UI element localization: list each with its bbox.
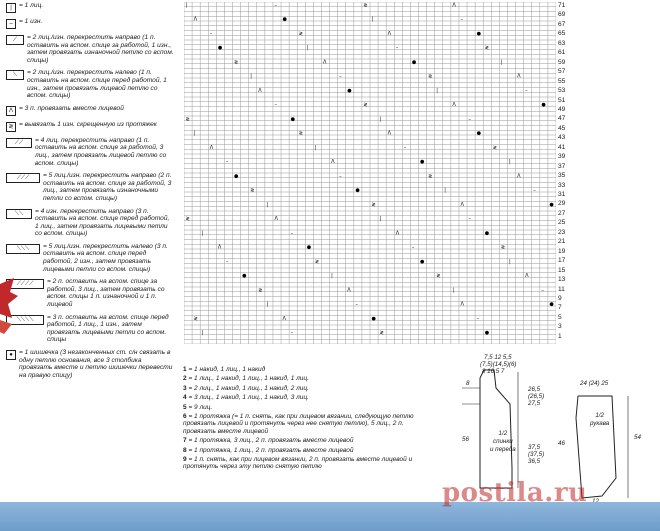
row-number: 1 <box>558 332 562 340</box>
svg-text:Λ: Λ <box>193 16 198 23</box>
legend-item <box>6 349 174 379</box>
svg-text:|: | <box>379 116 382 123</box>
svg-text:–: – <box>403 144 407 151</box>
note-number: 8 <box>183 446 187 454</box>
note-item <box>183 456 433 471</box>
legend-text: = 2 п. оставить на вспом. спице за работой, 3 лиц., затем провязать со вспом. спицы 1 п. изнаночной и 1 п. лицевой <box>47 278 165 309</box>
row-number: 59 <box>558 58 566 66</box>
svg-text:–: – <box>460 16 463 23</box>
svg-text:●: ● <box>420 258 425 265</box>
note-text: = 1 лиц., 1 накид, 1 лиц., 1 накид, 1 лиц. <box>188 375 309 383</box>
row-number: 39 <box>558 153 566 161</box>
svg-text:●: ● <box>484 330 490 336</box>
svg-text:|: | <box>379 216 382 222</box>
svg-text:≷: ≷ <box>500 244 506 251</box>
sleeve-label: 1/2 рукава <box>590 412 610 427</box>
svg-text:–: – <box>541 287 544 294</box>
note-number: 4 <box>183 394 187 402</box>
svg-text:≷: ≷ <box>428 73 433 80</box>
svg-text:●: ● <box>549 201 554 208</box>
svg-text:≷: ≷ <box>314 258 320 265</box>
svg-text:Λ: Λ <box>387 30 392 37</box>
row-number: 53 <box>558 87 566 95</box>
svg-text:Λ: Λ <box>258 87 262 94</box>
svg-text:–: – <box>209 30 213 37</box>
row-number: 25 <box>558 219 566 227</box>
svg-text:Λ: Λ <box>525 273 529 279</box>
svg-text:–: – <box>290 230 294 237</box>
legend-text: = 5 лиц./изн. перекрестить направо (2 п. оставить на вспом. спице за работой, 3 лиц., затем провязать изнаночными петли со вспом. спицы) <box>43 172 172 202</box>
svg-text:|: | <box>201 230 204 237</box>
note-number: 1 <box>183 366 187 373</box>
legend-item <box>6 172 174 202</box>
svg-text:●: ● <box>217 45 223 51</box>
svg-text:–: – <box>355 301 358 308</box>
row-number: 65 <box>558 30 566 38</box>
svg-text:●: ● <box>420 159 425 165</box>
note-text: = 3 лиц., 1 накид, 1 лиц., 1 накид, 3 лиц. <box>188 394 309 402</box>
row-number: 7 <box>558 304 562 312</box>
note-item <box>183 447 433 454</box>
legend-symbol: | <box>6 3 16 13</box>
note-text: = 1 накид, 1 лиц., 1 накид <box>188 366 266 373</box>
watermark: postila.ru <box>442 478 588 508</box>
note-number: 5 <box>183 403 187 411</box>
body-side-a: 26,5 (26,5) 27,5 <box>528 386 545 407</box>
legend <box>6 2 174 384</box>
svg-text:Λ: Λ <box>395 230 400 237</box>
svg-text:Λ: Λ <box>517 173 521 180</box>
legend-item <box>6 137 174 167</box>
row-number: 31 <box>558 191 566 198</box>
row-number: 43 <box>558 134 566 142</box>
row-number: 29 <box>558 200 566 208</box>
svg-text:●: ● <box>234 173 239 180</box>
svg-text:–: – <box>533 187 536 194</box>
body-label: 1/2 спинки и переда <box>490 430 516 453</box>
note-number: 2 <box>183 375 187 383</box>
svg-text:●: ● <box>476 30 482 37</box>
row-number: 11 <box>558 285 565 293</box>
note-item <box>183 385 433 392</box>
note-text: = 1 протяжка, 3 лиц., 2 п. провязать вместе лицевой <box>188 437 354 445</box>
svg-text:●: ● <box>290 116 296 123</box>
legend-item <box>6 314 174 344</box>
legend-item <box>6 34 174 64</box>
row-number: 47 <box>558 115 566 123</box>
legend-symbol: Λ <box>6 106 16 116</box>
row-number: 49 <box>558 105 566 113</box>
svg-text:Λ: Λ <box>517 73 521 80</box>
svg-text:|: | <box>452 287 455 294</box>
svg-text:●: ● <box>355 187 360 194</box>
svg-text:●: ● <box>476 130 482 137</box>
legend-item <box>6 121 174 132</box>
legend-symbol: ⟍ <box>6 70 24 80</box>
svg-text:●: ● <box>242 273 247 279</box>
legend-symbol: ≷ <box>6 122 16 132</box>
row-number: 15 <box>558 266 566 274</box>
svg-text:–: – <box>225 258 229 265</box>
svg-text:Λ: Λ <box>452 102 456 108</box>
row-number: 67 <box>558 20 566 28</box>
legend-symbol: ⟋⟋⟋ <box>6 173 40 183</box>
svg-text:≷: ≷ <box>371 201 376 208</box>
svg-text:●: ● <box>371 315 376 322</box>
svg-text:Λ: Λ <box>274 216 278 222</box>
row-number: 69 <box>558 11 566 19</box>
svg-text:Λ: Λ <box>217 244 222 251</box>
row-number: 33 <box>558 181 566 189</box>
svg-text:Λ: Λ <box>322 59 327 66</box>
svg-text:|: | <box>193 130 196 137</box>
svg-text:≷: ≷ <box>436 273 441 279</box>
svg-text:≷: ≷ <box>484 45 489 51</box>
svg-text:|: | <box>508 159 511 165</box>
svg-text:≷: ≷ <box>234 59 239 66</box>
svg-text:≷: ≷ <box>428 173 433 180</box>
svg-text:≷: ≷ <box>193 315 198 322</box>
svg-text:≷: ≷ <box>250 187 255 194</box>
legend-text: = 3 п. провязать вместе лицевой <box>19 104 124 112</box>
row-number: 35 <box>558 172 566 180</box>
legend-text: = 1 изн. <box>19 18 43 25</box>
legend-symbol: ⟋⟋ <box>6 138 32 148</box>
body-top-dims-3: 8 16,5 7 <box>482 368 505 375</box>
svg-text:|: | <box>508 258 511 265</box>
note-text: = 1 п. снять, как при лицевом вязании, 2 п. провязать вместе лицевой и протянуть через эту петлю снятую петлю <box>183 456 413 471</box>
svg-text:Λ: Λ <box>460 301 464 308</box>
row-number: 41 <box>558 143 566 151</box>
svg-text:Λ: Λ <box>387 130 392 137</box>
svg-text:–: – <box>468 116 472 123</box>
svg-text:●: ● <box>549 301 554 308</box>
svg-text:|: | <box>201 330 204 336</box>
svg-text:|: | <box>266 201 269 208</box>
note-item <box>183 437 433 444</box>
note-text: = 2 лиц., 1 накид, 1 лиц., 1 накид, 2 лиц. <box>188 384 309 392</box>
note-text: = 9 лиц. <box>188 403 213 411</box>
row-number: 17 <box>558 257 566 265</box>
body-height: 56 <box>462 436 469 443</box>
legend-text: = 2 лиц./изн. перекрестить налево (1 п. оставить на вспом. спице перед работой, 1 изн., затем провязать лицевой петлю со вспом. спицы) <box>27 69 167 100</box>
chart-grid <box>184 2 556 344</box>
legend-symbol: ⟋⟋⟋⟋ <box>6 279 44 289</box>
svg-text:Λ: Λ <box>347 287 351 294</box>
legend-symbol: ⟍⟍ <box>6 209 32 219</box>
legend-text: = 1 лиц. <box>19 2 44 9</box>
svg-text:|: | <box>250 73 252 80</box>
note-text: = 1 протяжка, 1 лиц., 2 п. провязать вместе лицевой <box>188 446 354 454</box>
svg-text:≷: ≷ <box>258 287 263 294</box>
legend-item <box>6 2 174 13</box>
svg-text:–: – <box>274 2 277 9</box>
legend-symbol: ⟍⟍⟍⟍ <box>6 315 44 325</box>
legend-symbol: – <box>6 19 16 29</box>
legend-item <box>6 278 174 308</box>
body-left-dim: 8 <box>466 380 470 387</box>
note-number: 6 <box>183 413 187 421</box>
legend-item <box>6 208 174 238</box>
note-item <box>183 366 433 373</box>
row-number: 21 <box>558 238 566 246</box>
svg-text:|: | <box>436 87 438 94</box>
svg-text:|: | <box>500 59 503 66</box>
stitch-notes <box>183 366 433 473</box>
svg-text:≷: ≷ <box>492 144 498 151</box>
legend-text: = 3 п. оставить на вспом. спице перед работой, 1 лиц., 1 изн., затем провязать лицевыми петли со вспом. спицы <box>47 313 169 344</box>
row-number: 45 <box>558 124 566 132</box>
svg-text:|: | <box>314 144 317 151</box>
row-number: 13 <box>558 276 566 284</box>
svg-text:●: ● <box>541 102 546 108</box>
svg-text:≷: ≷ <box>379 330 384 336</box>
row-number: 23 <box>558 228 566 236</box>
svg-text:Λ: Λ <box>331 159 335 165</box>
svg-text:Λ: Λ <box>452 2 456 9</box>
note-item <box>183 394 433 401</box>
svg-text:|: | <box>444 187 446 194</box>
svg-text:–: – <box>290 330 294 336</box>
row-number: 63 <box>558 39 566 47</box>
svg-text:≷: ≷ <box>363 102 368 108</box>
svg-text:–: – <box>395 45 399 51</box>
svg-text:≷: ≷ <box>185 216 190 222</box>
svg-text:●: ● <box>306 244 312 251</box>
row-number: 5 <box>558 313 562 321</box>
body-side-b: 37,5 (37,5) 36,5 <box>528 444 545 465</box>
svg-text:≷: ≷ <box>298 30 303 37</box>
legend-text: = 4 изн. перекрестить направо (3 п. оставить на вспом. спице перед работой, 1 лиц., затем провязать лицевыми петли со вспом. спицы) <box>35 207 170 238</box>
legend-item <box>6 105 174 116</box>
note-text: = 1 протяжка (= 1 п. снять, как при лицевом вязании, следующую петлю провязать лицевой и протянуть через нее снятую петлю), 5 лиц., 2 п. провязать вместе лицевой <box>183 413 414 435</box>
svg-text:|: | <box>371 16 374 23</box>
svg-text:≷: ≷ <box>185 116 190 123</box>
legend-item <box>6 18 174 29</box>
note-number: 3 <box>183 384 187 392</box>
legend-symbol: ● <box>6 350 16 360</box>
svg-text:●: ● <box>282 16 287 23</box>
svg-text:≷: ≷ <box>298 130 303 137</box>
legend-text: = 4 лиц. перекрестить направо (1 п. оставить на вспом. спице за работой, 3 лиц., затем провязать лицевой петлю со вспом. спицы) <box>35 136 167 167</box>
svg-text:●: ● <box>484 230 490 237</box>
row-number: 9 <box>558 294 562 302</box>
note-number: 9 <box>183 456 187 464</box>
svg-text:●: ● <box>411 59 417 66</box>
svg-text:|: | <box>185 2 188 9</box>
svg-text:–: – <box>225 159 229 165</box>
sleeve-top: 24 (24) 25 <box>580 380 609 387</box>
svg-text:–: – <box>274 102 277 108</box>
row-number: 51 <box>558 96 566 104</box>
legend-item <box>6 243 174 273</box>
svg-text:≷: ≷ <box>363 2 368 9</box>
row-number: 61 <box>558 49 566 57</box>
sleeve-right: 54 <box>634 434 641 441</box>
svg-text:|: | <box>266 301 269 308</box>
row-number: 3 <box>558 323 562 331</box>
body-top-dims: 7,5 12 5,5 <box>484 354 512 361</box>
svg-text:–: – <box>339 73 342 80</box>
note-item <box>183 413 433 435</box>
legend-symbol: ⟍⟍⟍ <box>6 244 40 254</box>
knitting-chart <box>184 2 556 349</box>
legend-text: = вывязать 1 изн. скрещенную из протяжек <box>19 120 157 128</box>
row-number: 71 <box>558 2 566 9</box>
svg-text:–: – <box>411 244 415 251</box>
row-number: 19 <box>558 247 566 255</box>
svg-text:–: – <box>339 173 342 180</box>
note-item <box>183 404 433 411</box>
note-number: 7 <box>183 437 187 445</box>
svg-text:Λ: Λ <box>282 315 286 322</box>
row-number: 55 <box>558 77 566 85</box>
row-number: 57 <box>558 68 566 76</box>
svg-text:Λ: Λ <box>460 201 464 208</box>
sleeve-left: 46 <box>558 440 565 447</box>
legend-text: = 1 шишечка (3 незаконченных ст. с/н связать в одну петлю основания, все 3 столбика провязать вместе и петлю шишечки перевести на правую спицу) <box>19 349 173 379</box>
legend-text: = 2 лиц./изн. перекрестить направо (1 п. оставить на вспом. спице за работой, 1 изн., затем провязать изнаночной петлю со вспом. спицы) <box>27 34 174 64</box>
svg-text:|: | <box>331 273 333 279</box>
svg-text:–: – <box>476 315 480 322</box>
note-item <box>183 375 433 382</box>
svg-text:Λ: Λ <box>209 144 214 151</box>
svg-text:|: | <box>306 45 309 51</box>
row-number: 37 <box>558 162 566 170</box>
svg-text:–: – <box>468 216 472 222</box>
svg-text:●: ● <box>347 87 352 94</box>
svg-text:–: – <box>525 87 528 94</box>
legend-text: = 5 лиц./изн. перекрестить налево (3 п. оставить на вспом. спице перед работой, 2 изн., затем провязать лицевыми петли со вспом. спицы) <box>43 242 168 273</box>
row-number: 27 <box>558 209 566 217</box>
legend-symbol: ⟋ <box>6 35 24 45</box>
body-top-dims-2: (7,5)(14,5)(6) <box>480 361 517 368</box>
legend-item <box>6 69 174 99</box>
red-decoration <box>0 274 18 344</box>
